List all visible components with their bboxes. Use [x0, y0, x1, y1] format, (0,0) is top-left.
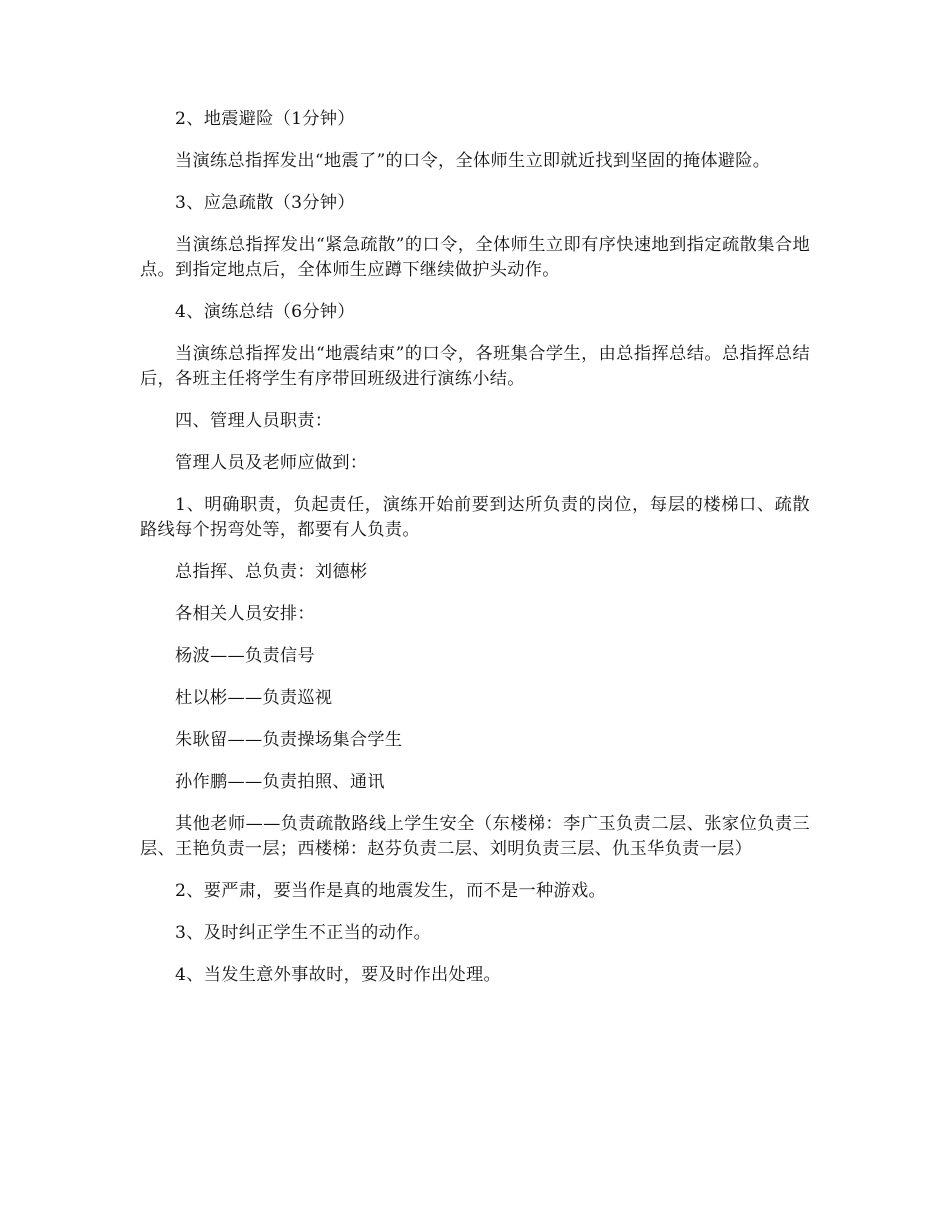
list-item: 4、当发生意外事故时，要及时作出处理。: [175, 965, 502, 985]
body-paragraph: 管理人员及老师应做到：: [175, 453, 368, 473]
body-paragraph: 当演练总指挥发出“地震了”的口令，全体师生立即就近找到坚固的掩体避险。: [175, 151, 771, 171]
section-heading-staff-duties: 四、管理人员职责：: [175, 411, 333, 431]
staff-assignment: 孙作鹏——负责拍照、通讯: [175, 772, 385, 792]
list-item: 3、及时纠正学生不正当的动作。: [175, 923, 432, 943]
staff-assignment: 朱耿留——负责操场集合学生: [175, 730, 403, 750]
body-paragraph: 当演练总指挥发出“地震结束”的口令，各班集合学生，由总指挥总结。总指挥总结后，各班主任将学生有序带回班级进行演练小结。: [140, 344, 810, 389]
staff-arrangement-heading: 各相关人员安排：: [175, 604, 315, 624]
staff-assignment: 其他老师——负责疏散路线上学生安全（东楼梯：李广玉负责二层、张家位负责三层、王艳负责一层；西楼梯：赵芬负责二层、刘明负责三层、仇玉华负责一层）: [140, 814, 810, 859]
step-heading-drill-summary: 4、演练总结（6分钟）: [175, 302, 355, 322]
step-heading-emergency-evacuation: 3、应急疏散（3分钟）: [175, 193, 355, 213]
commander-line: 总指挥、总负责：刘德彬: [175, 562, 368, 582]
list-item: 2、要严肃，要当作是真的地震发生，而不是一种游戏。: [175, 881, 606, 901]
staff-assignment: 杨波——负责信号: [175, 646, 315, 666]
staff-assignment: 杜以彬——负责巡视: [175, 688, 333, 708]
list-item: 1、明确职责，负起责任，演练开始前要到达所负责的岗位，每层的楼梯口、疏散路线每个拐弯处等，都要有人负责。: [140, 495, 810, 540]
step-heading-earthquake-avoidance: 2、地震避险（1分钟）: [175, 109, 355, 129]
body-paragraph: 当演练总指挥发出“紧急疏散”的口令，全体师生立即有序快速地到指定疏散集合地点。到指定地点后，全体师生应蹲下继续做护头动作。: [140, 235, 810, 280]
